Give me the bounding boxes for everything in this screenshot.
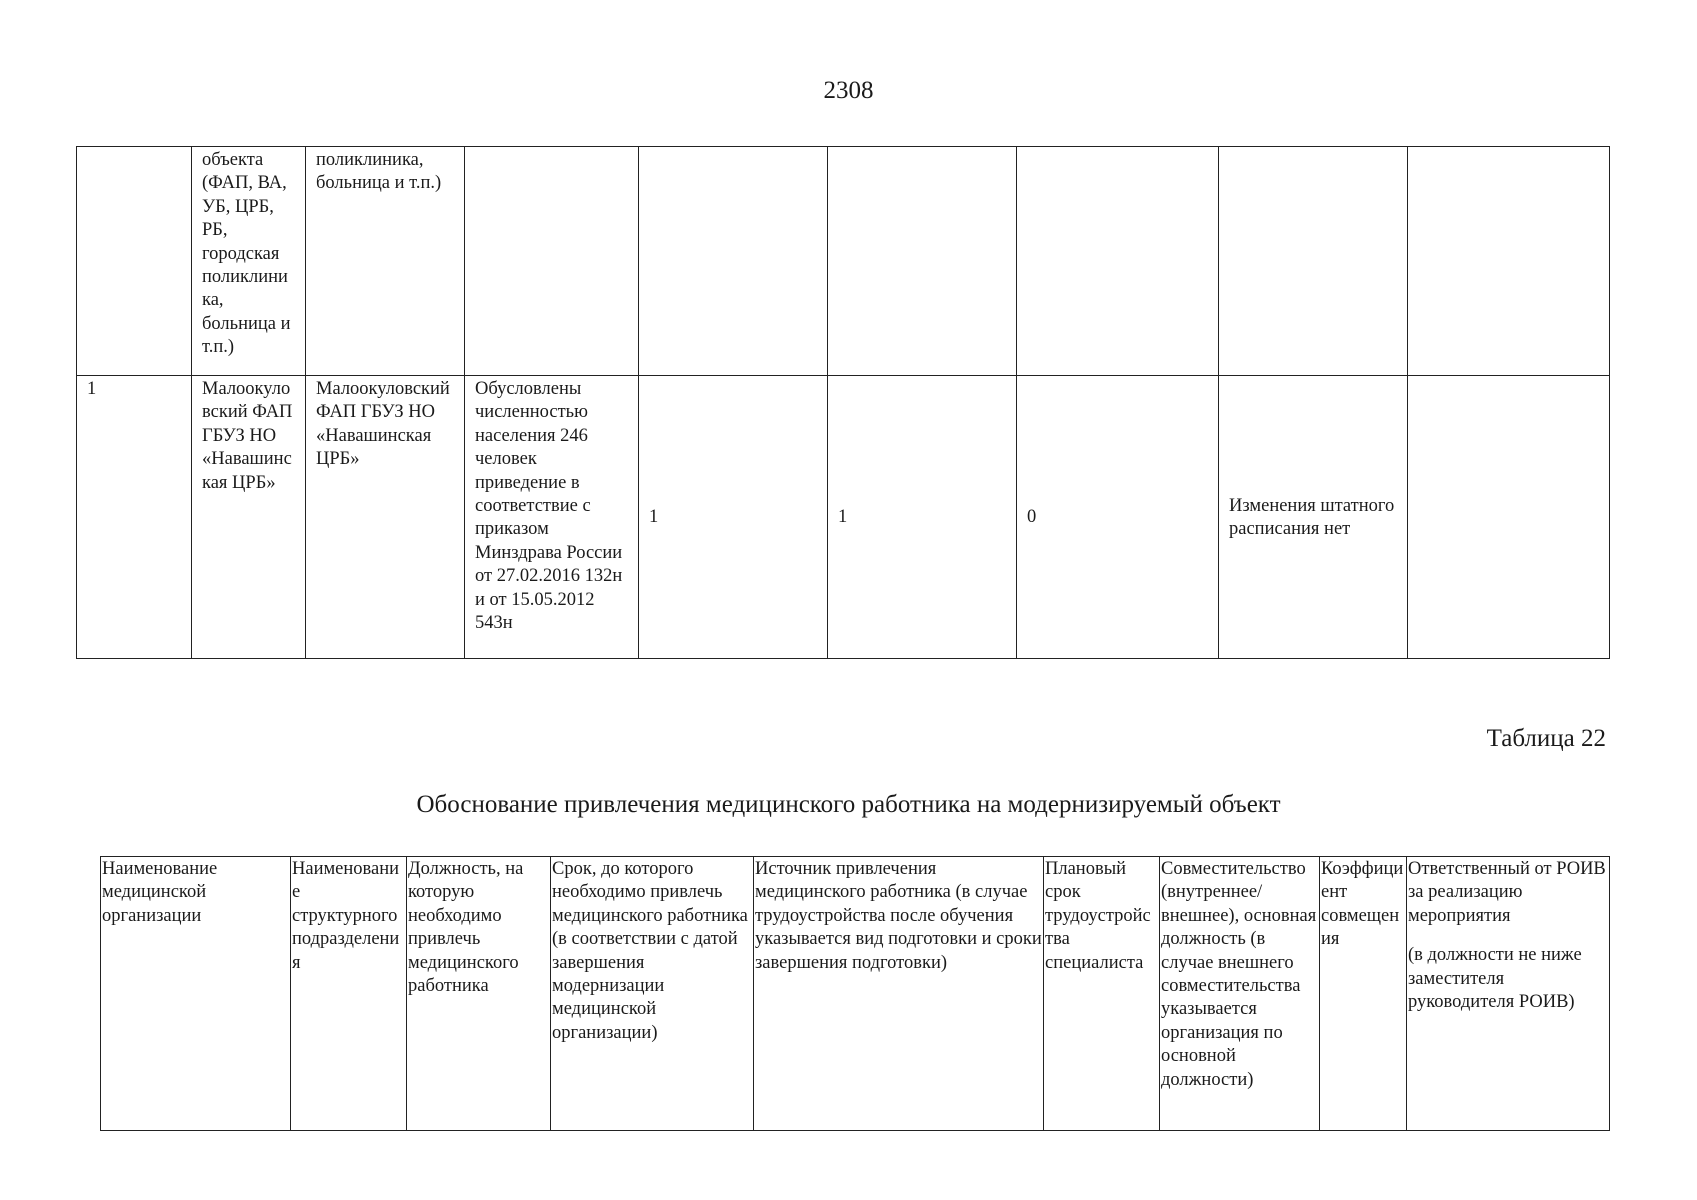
header-organization: Наименование медицинской организации <box>101 857 291 1131</box>
reason-cell: Обусловлены численностью населения 246 человек приведение в соответствие с приказом Минздрава России от 27.02.2016 132н и от 15.05.2012 543н <box>465 376 639 659</box>
staff-justification-table <box>100 856 1610 1131</box>
header-subdivision: Наименование структурного подразделения <box>291 857 407 1131</box>
header-cell-object-type: объекта (ФАП, ВА, УБ, ЦРБ, РБ, городская поликлиника, больница и т.п.) <box>192 147 306 376</box>
header-responsible <box>1407 857 1610 1131</box>
header-cell-empty <box>1408 147 1610 376</box>
object-name-cell: Малоокуловский ФАП ГБУЗ НО «Навашинская ЦРБ» <box>192 376 306 659</box>
page-number: 2308 <box>823 77 874 104</box>
object-full-name-cell: Малоокуловский ФАП ГБУЗ НО «Навашинская ЦРБ» <box>306 376 465 659</box>
header-part-time: Совместительство (внутреннее/внешнее), основная должность (в случае внешнего совместительства указывается организация по основной должности) <box>1160 857 1320 1131</box>
last-cell <box>1408 376 1610 659</box>
table-title: Обоснование привлечения медицинского работника на модернизируемый объект <box>416 791 1281 818</box>
table-label: Таблица 22 <box>1486 725 1606 752</box>
value-cell-3: 0 <box>1017 376 1219 659</box>
continuation-table <box>76 146 1610 659</box>
table-row <box>77 376 1610 659</box>
header-position: Должность, на которую необходимо привлечь медицинского работника <box>407 857 551 1131</box>
header-cell-empty <box>1219 147 1408 376</box>
table-header-row <box>101 857 1610 1131</box>
header-deadline: Срок, до которого необходимо привлечь медицинского работника (в соответствии с датой завершения модернизации медицинской организации) <box>551 857 754 1131</box>
header-responsible-note: (в должности не ниже заместителя руководителя РОИВ) <box>1408 945 1582 1013</box>
header-cell-empty <box>639 147 828 376</box>
header-planned-date: Плановый срок трудоустройства специалиста <box>1044 857 1160 1131</box>
row-number: 1 <box>77 376 192 659</box>
header-cell-empty <box>77 147 192 376</box>
header-cell-object-kind: поликлиника, больница и т.п.) <box>306 147 465 376</box>
header-cell-empty <box>465 147 639 376</box>
header-cell-empty <box>1017 147 1219 376</box>
header-cell-empty <box>828 147 1017 376</box>
header-source: Источник привлечения медицинского работника (в случае трудоустройства после обучения указывается вид подготовки и сроки завершения подготовки) <box>754 857 1044 1131</box>
value-cell-2: 1 <box>828 376 1017 659</box>
value-cell-1: 1 <box>639 376 828 659</box>
header-coefficient: Коэффициент совмещения <box>1320 857 1407 1131</box>
continued-header-row <box>77 147 1610 376</box>
note-cell: Изменения штатного расписания нет <box>1219 376 1408 659</box>
header-responsible-title: Ответственный от РОИВ за реализацию мероприятия <box>1408 859 1606 926</box>
